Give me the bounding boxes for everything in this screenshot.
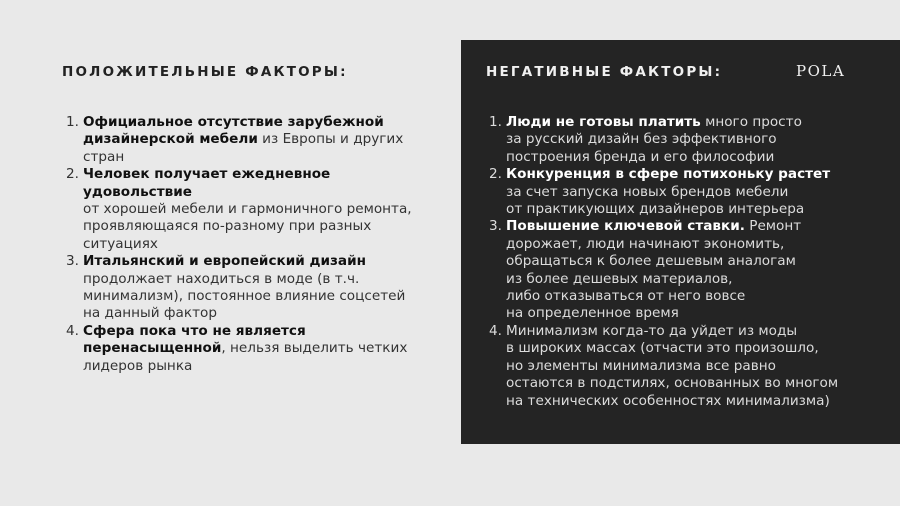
item-bold-text: Сфера пока что не является перенасыщенной	[83, 322, 306, 357]
item-bold-text: Повышение ключевой ставки.	[506, 218, 745, 235]
positive-heading: ПОЛОЖИТЕЛЬНЫЕ ФАКТОРЫ:	[62, 64, 348, 80]
list-item	[66, 166, 436, 253]
item-text: Минимализм когда-то да уйдет из моды в широких массах (отчасти это произошло, но элементы минимализма все равно остаются в подстилях, основанных во многом на технических особенностях минимализма)	[506, 322, 839, 409]
list-item	[66, 114, 436, 166]
negative-list	[489, 114, 889, 410]
item-text: за счет запуска новых брендов мебели от практикующих дизайнеров интерьера	[506, 183, 805, 218]
list-item	[489, 166, 889, 218]
item-text: от хорошей мебели и гармоничного ремонта, проявляющаяся по-разному при разных ситуациях	[83, 201, 412, 252]
item-text: Ремонт дорожает, люди начинают экономить, обращаться к более дешевым аналогам из более дешевых материалов, либо отказываться от него вовсе на определенное время	[506, 218, 802, 322]
list-item	[489, 218, 889, 322]
item-number: 4.	[66, 322, 79, 339]
list-item	[489, 323, 889, 410]
item-text: из Европы и других стран	[83, 131, 404, 165]
positive-list	[66, 114, 436, 375]
item-bold-text: Человек получает ежедневное удовольствие	[83, 166, 331, 200]
pola-logo: POLA	[796, 62, 846, 80]
item-number: 2.	[66, 166, 79, 183]
item-number: 4.	[489, 322, 502, 339]
item-number: 2.	[489, 166, 502, 183]
list-item	[66, 253, 436, 323]
negative-heading: НЕГАТИВНЫЕ ФАКТОРЫ:	[486, 64, 723, 80]
item-bold-text: Официальное отсутствие зарубежной дизайнерской мебели	[83, 114, 384, 148]
item-bold-text: Конкуренция в сфере потихоньку растет	[506, 166, 831, 183]
item-number: 3.	[489, 218, 502, 235]
item-number: 1.	[489, 114, 502, 130]
item-number: 1.	[66, 114, 79, 130]
item-bold-text: Люди не готовы платить	[506, 114, 701, 130]
item-text: , нельзя выделить четких лидеров рынка	[83, 340, 408, 374]
negative-factors-panel	[461, 40, 900, 444]
item-text: продолжает находиться в моде (в т.ч. минимализм), постоянное влияние соцсетей на данный фактор	[83, 270, 406, 322]
list-item	[489, 114, 889, 166]
list-item	[66, 323, 436, 375]
item-bold-text: Итальянский и европейский дизайн	[83, 253, 367, 270]
item-number: 3.	[66, 253, 79, 270]
item-text: много просто за русский дизайн без эффективного построения бренда и его философии	[506, 114, 802, 165]
